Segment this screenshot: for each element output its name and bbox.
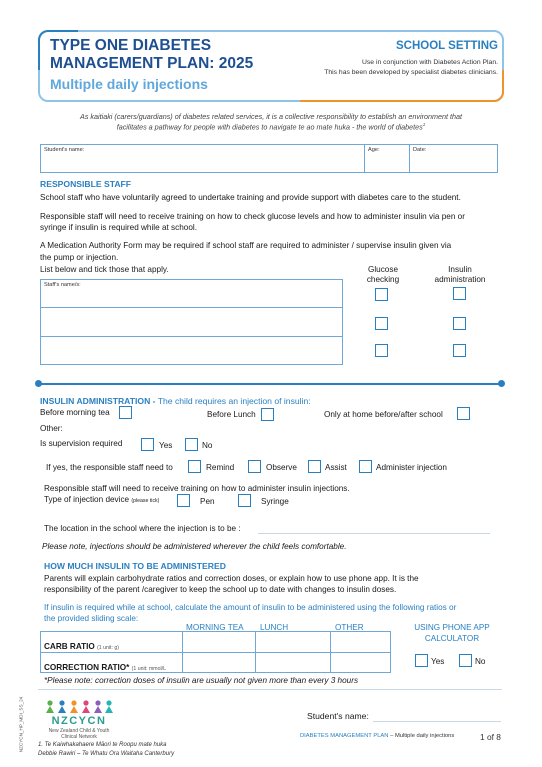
reference-line2: Debbie Rawiri – Te Whatu Ora Waitaha Canterbury [38, 751, 175, 757]
divider-dot-left [35, 380, 42, 387]
before-lunch-label: Before Lunch [207, 410, 256, 419]
page-number: 1 of 8 [480, 732, 501, 742]
app-yes-label: Yes [431, 657, 445, 666]
before-morning-tea-checkbox[interactable] [119, 406, 132, 419]
device-label-main: Type of injection device [44, 495, 130, 504]
nzcycn-logo-text: NZCYCN [51, 715, 107, 727]
insulin-checkbox-2[interactable] [453, 317, 466, 330]
assist-checkbox[interactable] [308, 460, 321, 473]
student-info-box[interactable] [40, 144, 498, 173]
staff-list-prompt: List below and tick those that apply. [40, 265, 169, 274]
intro-text-line2 [0, 122, 542, 131]
supervision-no-checkbox[interactable] [185, 438, 198, 451]
insulin-col-header-2: administration [434, 275, 486, 284]
glucose-checkbox-2[interactable] [375, 317, 388, 330]
administer-label: Administer injection [376, 463, 447, 472]
insulin-admin-heading-rest: The child requires an injection of insulin: [157, 396, 311, 406]
carb-ratio-unit: (1 unit: g) [97, 645, 119, 651]
student-name-label: Student's name: [44, 147, 85, 153]
other-col-header: OTHER [335, 623, 364, 632]
observe-checkbox[interactable] [248, 460, 261, 473]
school-setting-label: SCHOOL SETTING [395, 40, 498, 52]
device-label [44, 494, 159, 507]
nzcycn-logo-mark [44, 699, 114, 715]
if-yes-label: If yes, the responsible staff need to [46, 463, 173, 472]
app-no-checkbox[interactable] [459, 654, 472, 667]
footer-student-name-line[interactable] [373, 721, 501, 722]
page-title-line2: MANAGEMENT PLAN: 2025 [50, 55, 254, 72]
insulin-checkbox-1[interactable] [453, 287, 466, 300]
header-note-line2: This has been developed by specialist diabetes clinicians. [324, 69, 498, 76]
location-input-line[interactable] [258, 533, 490, 534]
supervision-yes-label: Yes [159, 441, 173, 450]
administer-checkbox[interactable] [359, 460, 372, 473]
page-subtitle: Multiple daily injections [50, 76, 208, 92]
side-code: NZCYCN_HP_MDI_SS_24 [18, 696, 24, 753]
syringe-label: Syringe [261, 497, 289, 506]
device-label-tick: (please tick) [131, 498, 160, 504]
how-much-blue-line2: the provided sliding scale: [44, 614, 139, 623]
staff-row-divider-2 [40, 336, 343, 337]
how-much-p1-line2: responsibility of the parent /caregiver to keep the school up to date with changes to insulin doses. [44, 585, 397, 594]
correction-lunch-cell[interactable] [256, 653, 329, 672]
training-note: Responsible staff will need to receive training on how to administer insulin injections. [44, 484, 350, 493]
intro-text-line2-main: facilitates a pathway for people with diabetes to navigate te ao mate huka - the world of diabetes [116, 122, 423, 132]
supervision-question: Is supervision required [40, 439, 123, 448]
staff-paragraph-2-line2: syringe if insulin is required while at school. [40, 223, 198, 232]
lunch-col-header: LUNCH [260, 623, 289, 632]
staff-names-box[interactable] [40, 279, 343, 365]
other-label: Other: [40, 424, 63, 433]
supervision-no-label: No [202, 441, 213, 450]
footer-divider [38, 689, 502, 690]
section-divider [38, 383, 502, 385]
carb-ratio-label [44, 641, 119, 654]
date-label: Date: [413, 147, 427, 153]
pen-checkbox[interactable] [177, 494, 190, 507]
divider-dot-right [498, 380, 505, 387]
pen-label: Pen [200, 497, 215, 506]
insulin-admin-heading [40, 396, 311, 406]
app-no-label: No [475, 657, 486, 666]
morning-tea-col-header: MORNING TEA [186, 623, 244, 632]
only-home-label: Only at home before/after school [324, 410, 443, 419]
responsible-staff-heading: RESPONSIBLE STAFF [40, 179, 132, 189]
correction-ratio-label-main: CORRECTION RATIO* [44, 663, 130, 672]
location-label: The location in the school where the injection is to be : [44, 524, 241, 533]
glucose-checkbox-3[interactable] [375, 344, 388, 357]
supervision-yes-checkbox[interactable] [141, 438, 154, 451]
carb-morning-cell[interactable] [183, 632, 254, 651]
insulin-col-header-1: Insulin [448, 265, 472, 274]
date-divider [409, 144, 410, 173]
footer-doc-label-main: DIABETES MANAGEMENT PLAN [300, 733, 389, 739]
age-label: Age: [368, 147, 380, 153]
glucose-checkbox-1[interactable] [375, 288, 388, 301]
app-yes-checkbox[interactable] [415, 654, 428, 667]
footer-student-name-label: Student's name: [307, 711, 369, 721]
before-lunch-checkbox[interactable] [261, 408, 274, 421]
observe-label: Observe [266, 463, 297, 472]
staff-paragraph-3-line2: the pump or injection. [40, 253, 119, 262]
correction-other-cell[interactable] [331, 653, 390, 672]
staff-names-label: Staff's name/s: [44, 282, 81, 288]
page-title-line1: TYPE ONE DIABETES [50, 37, 212, 54]
nzcycn-logo-sub1: New Zealand Child & Youth [48, 728, 110, 734]
logo-figures-icon [44, 699, 114, 715]
carb-lunch-cell[interactable] [256, 632, 329, 651]
staff-paragraph-3-line1: A Medication Authority Form may be required if school staff are required to administer / supervise insulin given via [40, 241, 452, 250]
staff-paragraph-1: School staff who have voluntarily agreed to undertake training and provide support with diabetes care to the student. [40, 193, 461, 202]
staff-row-divider-1 [40, 307, 343, 308]
please-note-text: Please note, injections should be administered wherever the child feels comfortable. [42, 542, 347, 551]
before-morning-tea-label: Before morning tea [40, 408, 110, 417]
intro-footnote-marker: 1 [422, 122, 426, 127]
correction-ratio-label [44, 662, 166, 675]
correction-ratio-unit: (1 unit: mmol/L [131, 666, 166, 672]
footer-doc-label-rest: – Multiple daily injections [390, 733, 455, 739]
app-col-header-1: USING PHONE APP [414, 623, 490, 632]
reference-line1: 1. Te Kaiwhakahaere Māori te Roopu mate huka [38, 742, 167, 748]
age-divider [364, 144, 365, 173]
assist-label: Assist [325, 463, 347, 472]
insulin-checkbox-3[interactable] [453, 344, 466, 357]
header-note-line1: Use in conjunction with Diabetes Action Plan. [361, 59, 498, 66]
correction-morning-cell[interactable] [183, 653, 254, 672]
intro-text-line1: As kaitiaki (carers/guardians) of diabetes related services, it is a collective responsibility to establish an environment that [80, 112, 462, 121]
insulin-admin-heading-bold: INSULIN ADMINISTRATION - [40, 396, 156, 406]
footer-doc-label [300, 733, 454, 739]
glucose-col-header-2: checking [366, 275, 400, 284]
remind-checkbox[interactable] [188, 460, 201, 473]
staff-paragraph-2-line1: Responsible staff will need to receive training on how to check glucose levels and how to administer insulin via pen or [40, 212, 465, 221]
app-col-header-2: CALCULATOR [424, 634, 480, 643]
remind-label: Remind [206, 463, 235, 472]
syringe-checkbox[interactable] [238, 494, 251, 507]
glucose-col-header-1: Glucose [367, 265, 399, 274]
nzcycn-logo-sub2: Clinical Network [61, 734, 97, 740]
how-much-blue-line1: If insulin is required while at school, calculate the amount of insulin to be administered using the following ratios or [44, 603, 457, 612]
carb-other-cell[interactable] [331, 632, 390, 651]
carb-ratio-label-main: CARB RATIO [44, 642, 95, 651]
correction-footnote: *Please note: correction doses of insulin are usually not given more than every 3 hours [44, 676, 359, 685]
only-home-checkbox[interactable] [457, 407, 470, 420]
how-much-heading: HOW MUCH INSULIN TO BE ADMINISTERED [44, 561, 226, 571]
how-much-p1-line1: Parents will explain carbohydrate ratios and correction doses, or explain how to use phone app. It is the [44, 574, 419, 583]
